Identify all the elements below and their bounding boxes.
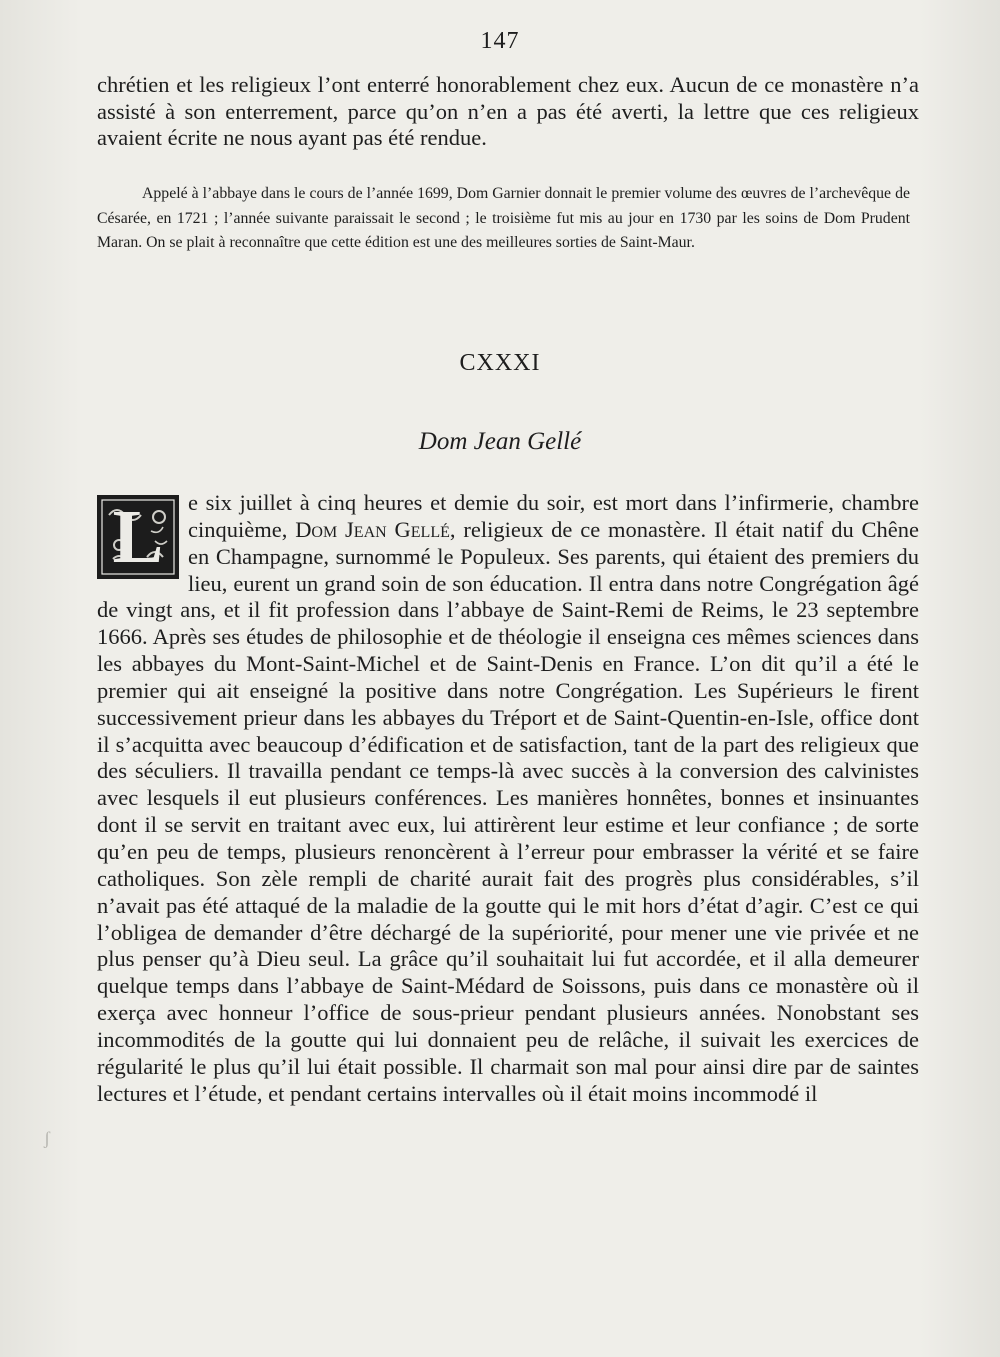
editorial-note: Appelé à l’abbaye dans le cours de l’année 1699, Dom Garnier donnait le premier volume des œuvres de l’archevêque de Césarée, en 1721 ; l’année suivante paraissait le second ; le troisième fut mis au jour en 1730 par les soins de Dom Prudent Maran. On se plait à reconnaître que cette édition est une des meilleures sorties de Saint-Maur.: [97, 185, 910, 251]
chapter-number: CXXXI: [459, 350, 541, 376]
intro-paragraph: chrétien et les religieux l’ont enterré honorablement chez eux. Aucun de ce monastère n’a assisté à son enterrement, parce qu’on n’en a pas été averti, la lettre que ces religieux avaient écrite ne nous ayant pas été rendue.: [97, 72, 919, 150]
chapter-body: [97, 490, 919, 1107]
ornamental-dropcap: [97, 495, 179, 579]
body-text-part1: e six juillet à cinq heures et demie du soir, est mort dans l’infirmerie, chambre cinquième,: [188, 490, 919, 542]
chapter-title: Dom Jean Gellé: [418, 428, 582, 455]
page-number: 147: [480, 28, 520, 54]
monk-name: Dom Jean Gellé: [295, 516, 450, 542]
margin-pencil-mark: ʃ: [44, 1128, 50, 1148]
dropcap-letter: L: [112, 495, 164, 579]
body-text-part2: , religieux de ce monastère. Il était natif du Chêne en Champagne, surnommé le Populeux. Ses parents, qui étaient des premiers du lieu, eurent un grand soin de son éducation. Il entra dans notre Congrégation âgé de vingt ans, et il fit profession dans l’abbaye de Saint-Remi de Reims, le 23 septembre 1666. Après ses études de philosophie et de théologie il enseigna ces mêmes sciences dans les abbayes du Mont-Saint-Michel et de Saint-Denis en France. L’on dit qu’il a été le premier qui ait enseigné la positive dans notre Congrégation. Les Supérieurs le firent successivement prieur dans les abbayes du Tréport et de Saint-Quentin-en-Isle, office dont il s’acquitta avec beaucoup d’édification et de satisfaction, tant de la part des religieux que des séculiers. Il travailla pendant ce temps-là avec succès à la conversion des calvinistes avec lesquels il eut plusieurs conférences. Les manières honnêtes, bonnes et insinuantes dont il se servit en traitant avec eux, lui attirèrent leur estime et leur confiance ; de sorte qu’en peu de temps, plusieurs renoncèrent à l’erreur pour embrasser la vérité et se faire catholiques. Son zèle rempli de charité aurait fait des progrès plus considérables, s’il n’avait pas été attaqué de la maladie de la goutte qui le mit hors d’état d’agir. C’est ce qui l’obligea de demander d’être déchargé de la supériorité, pour mener une vie privée et ne plus penser qu’à Dieu seul. La grâce qu’il souhaitait lui fut accordée, et il alla demeurer quelque temps dans l’abbaye de Saint-Médard de Soissons, puis dans ce monastère où il exerça avec honneur l’office de sous-prieur pendant plusieurs années. Nonobstant ses incommodités de la goutte qui lui donnaient peu de relâche, il suivait les exercices de régularité le plus qu’il lui était possible. Il charmait son mal pour ainsi dire par de saintes lectures et l’étude, et pendant certains intervalles où il était moins incommodé il: [97, 516, 920, 1106]
